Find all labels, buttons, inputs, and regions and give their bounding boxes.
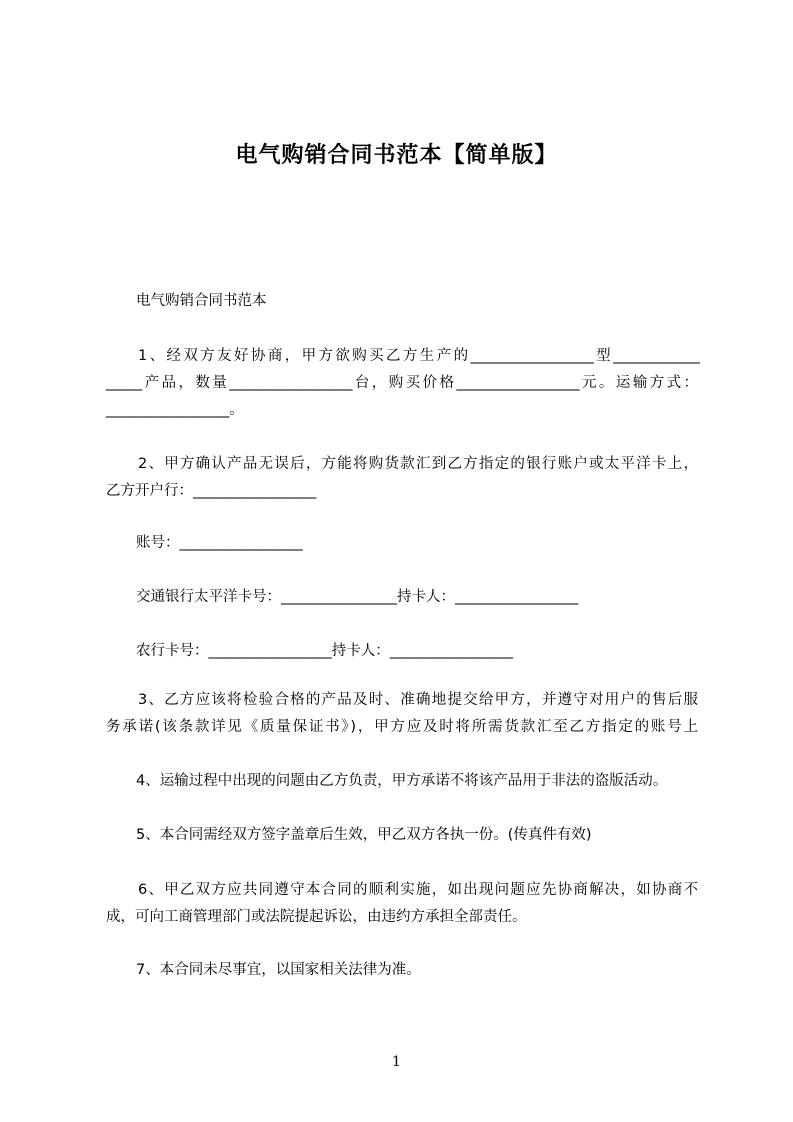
clause-6-line-1: 6、甲乙双方应共同遵守本合同的顺利实施，如出现问题应先协商解决，如协商不 bbox=[138, 882, 698, 898]
bocom-card-line: 交通银行太平洋卡号：________________持卡人：_________________ bbox=[136, 589, 579, 605]
page-number: 1 bbox=[392, 1054, 401, 1070]
document-title: 电气购销合同书范本【简单版】 bbox=[235, 143, 558, 168]
clause-2-line-2: 乙方开户行：_________________ bbox=[106, 483, 317, 499]
clause-1-line-3: _________________。 bbox=[106, 402, 244, 418]
clause-4: 4、运输过程中出现的问题由乙方负责，甲方承诺不将该产品用于非法的盗版活动。 bbox=[136, 773, 668, 789]
clause-5: 5、本合同需经双方签字盖章后生效，甲乙双方各执一份。(传真件有效) bbox=[136, 827, 592, 843]
clause-3-line-2: 务承诺(该条款详见《质量保证书》)，甲方应及时将所需货款汇至乙方指定的账号上 bbox=[106, 719, 698, 735]
document-subtitle: 电气购销合同书范本 bbox=[136, 293, 267, 309]
clause-7: 7、本合同未尽事宜，以国家相关法律为准。 bbox=[136, 962, 421, 978]
clause-6-line-2: 成，可向工商管理部门或法院提起诉讼，由违约方承担全部责任。 bbox=[106, 909, 527, 925]
clause-1-line-2: _____产品，数量_________________台，购买价格_________________元。运输方式： bbox=[106, 375, 698, 391]
clause-3-line-1: 3、乙方应该将检验合格的产品及时、准确地提交给甲方，并遵守对用户的售后服 bbox=[138, 692, 698, 708]
clause-2-line-1: 2、甲方确认产品无误后，方能将购货款汇到乙方指定的银行账户或太平洋卡上， bbox=[138, 456, 698, 472]
clause-1-line-1: 1、经双方友好协商，甲方欲购买乙方生产的_________________型____________ bbox=[138, 348, 700, 364]
account-number-line: 账号：_________________ bbox=[136, 535, 303, 551]
abc-card-line: 农行卡号：_________________持卡人：_________________ bbox=[136, 643, 513, 659]
